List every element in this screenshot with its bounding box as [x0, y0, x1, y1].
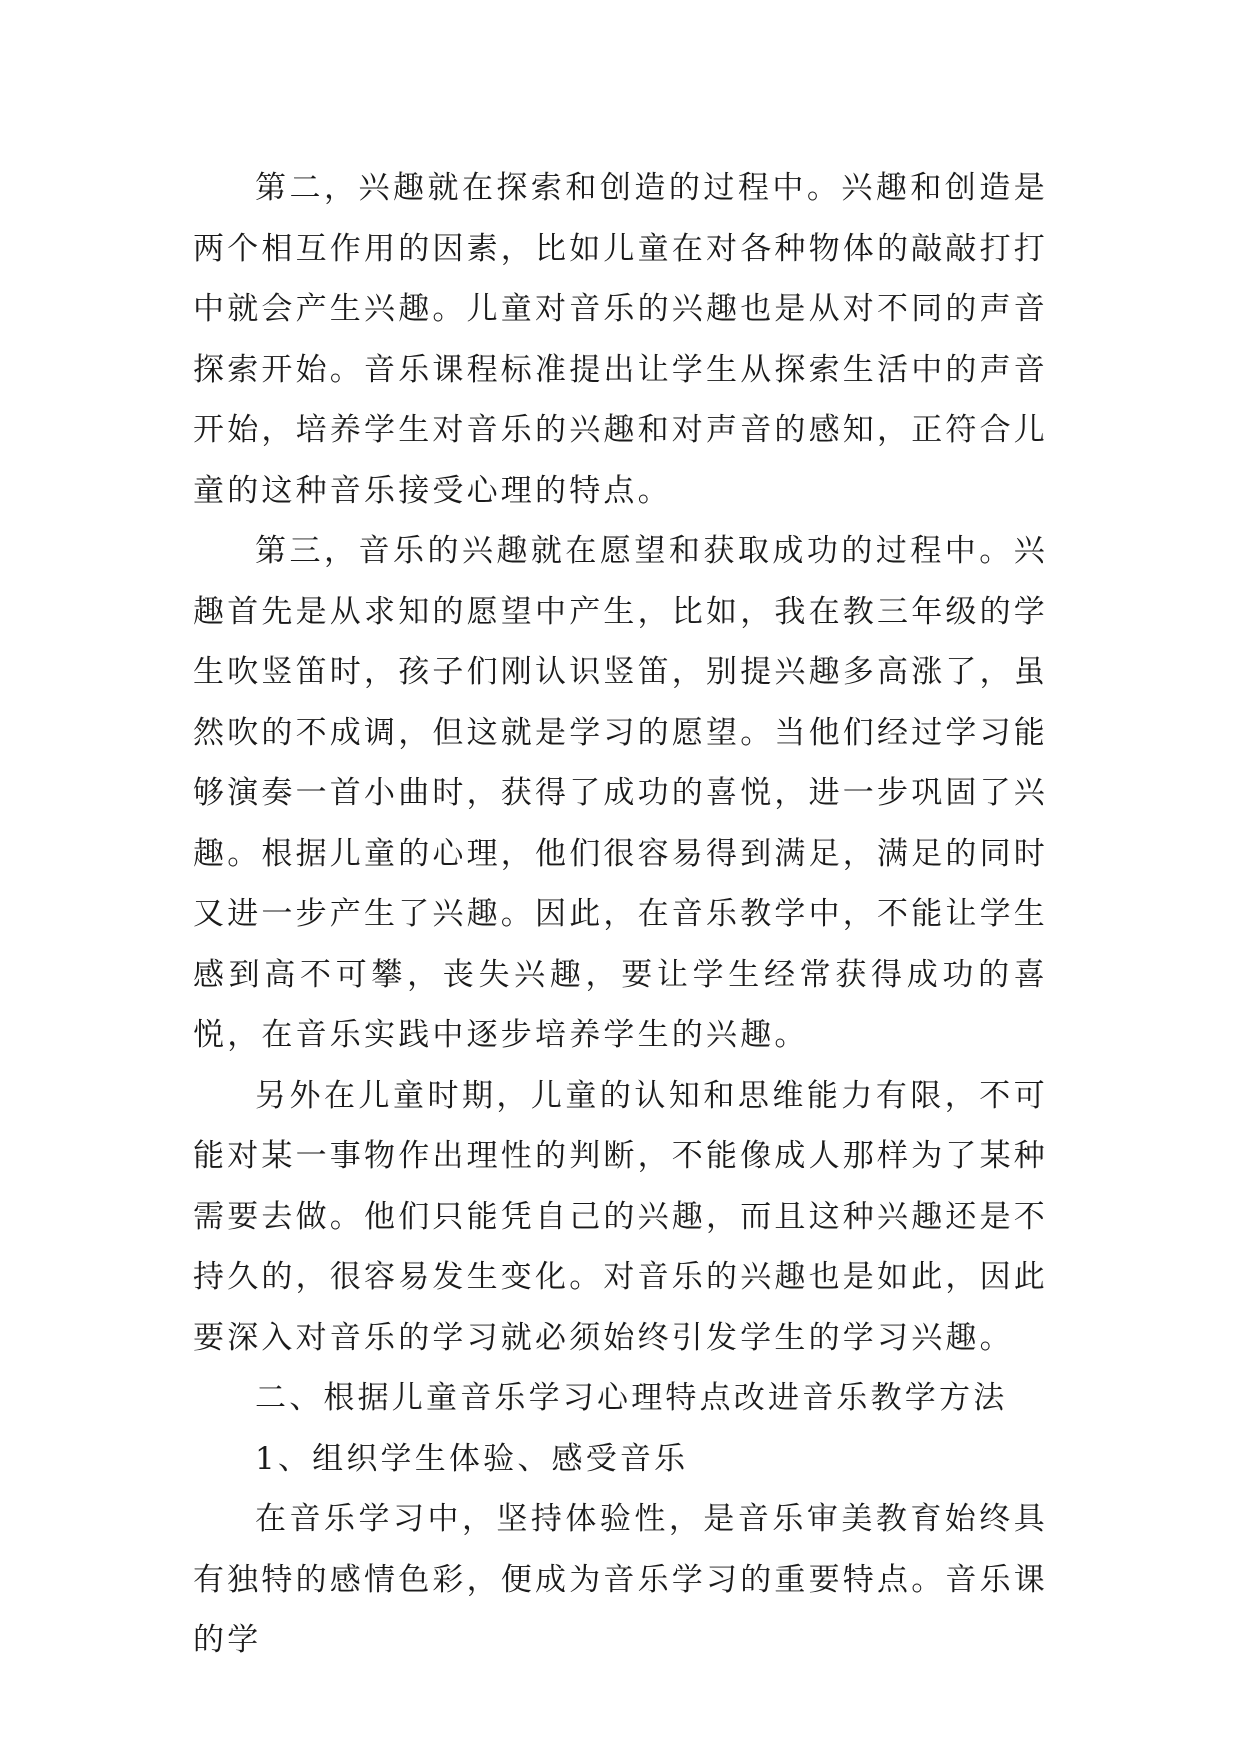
- paragraph-experience: 在音乐学习中，坚持体验性，是音乐审美教育始终具有独特的感情色彩，便成为音乐学习的重要特点。音乐课的学: [193, 1501, 1048, 1658]
- paragraph-interest-success: 第三，音乐的兴趣就在愿望和获取成功的过程中。兴趣首先是从求知的愿望中产生，比如，我在教三年级的学生吹竖笛时，孩子们刚认识竖笛，别提兴趣多高涨了，虽然吹的不成调，但这就是学习的愿望。当他们经过学习能够演奏一首小曲时，获得了成功的喜悦，进一步巩固了兴趣。根据儿童的心理，他们很容易得到满足，满足的同时又进一步产生了兴趣。因此，在音乐教学中，不能让学生感到高不可攀，丧失兴趣，要让学生经常获得成功的喜悦，在音乐实践中逐步培养学生的兴趣。: [193, 533, 1048, 1053]
- paragraph-interest-exploration: 第二，兴趣就在探索和创造的过程中。兴趣和创造是两个相互作用的因素，比如儿童在对各种物体的敲敲打打中就会产生兴趣。儿童对音乐的兴趣也是从对不同的声音探索开始。音乐课程标准提出让学生从探索生活中的声音开始，培养学生对音乐的兴趣和对声音的感知，正符合儿童的这种音乐接受心理的特点。: [193, 170, 1048, 509]
- paragraph-childhood-cognition: 另外在儿童时期，儿童的认知和思维能力有限，不可能对某一事物作出理性的判断，不能像成人那样为了某种需要去做。他们只能凭自己的兴趣，而且这种兴趣还是不持久的，很容易发生变化。对音乐的兴趣也是如此，因此要深入对音乐的学习就必须始终引发学生的学习兴趣。: [193, 1077, 1048, 1356]
- section-heading-teaching-methods: 二、根据儿童音乐学习心理特点改进音乐教学方法: [255, 1380, 1008, 1416]
- subsection-heading-experience-music: 1、组织学生体验、感受音乐: [255, 1440, 689, 1477]
- document-body: [193, 158, 1048, 1671]
